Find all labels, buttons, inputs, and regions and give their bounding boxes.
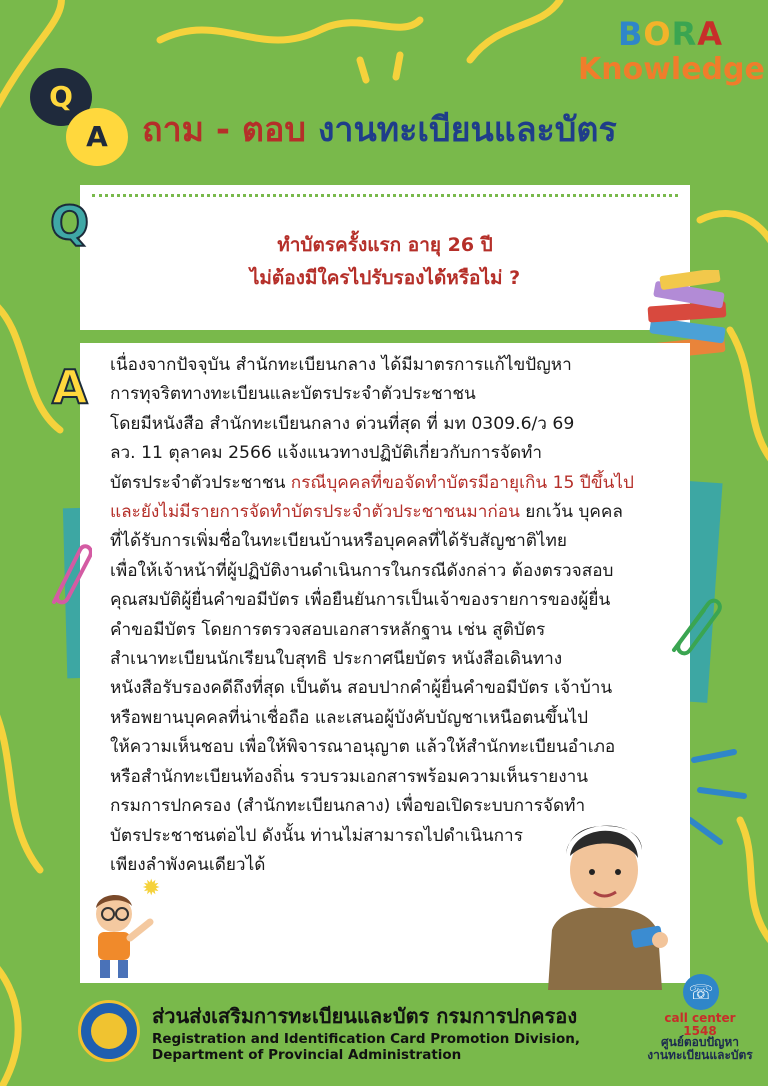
- seal-emblem: [91, 1013, 127, 1049]
- brand-letter: O: [643, 15, 672, 53]
- call-center-desc-2: งานทะเบียนและบัตร: [647, 1048, 753, 1062]
- answer-line: ลว. 11 ตุลาคม 2566 แจ้งแนวทางปฏิบัติเกี่ยวกับการจัดทำ: [110, 443, 543, 464]
- answer-line: ที่ได้รับการเพิ่มชื่อในทะเบียนบ้านหรือบุคคลที่ได้รับสัญชาติไทย: [110, 531, 567, 552]
- brand-letter: A: [697, 15, 723, 53]
- call-center-number: 1548: [683, 1024, 717, 1038]
- question-card: [80, 185, 690, 330]
- footer-org-thai: ส่วนส่งเสริมการทะเบียนและบัตร กรมการปกครอง: [152, 1004, 578, 1028]
- question-text: [80, 229, 690, 295]
- answer-segment: บัตรประจำตัวประชาชน: [110, 472, 291, 493]
- answer-highlight: กรณีบุคคลที่ขอจัดทำบัตรมีอายุเกิน 15 ปีขึ้นไป: [290, 472, 634, 493]
- answer-line: หนังสือรับรองคดีถึงที่สุด เป็นต้น สอบปากคำผู้ยื่นคำขอมีบัตร เจ้าบ้าน: [110, 678, 613, 699]
- answer-line: กรมการปกครอง (สำนักทะเบียนกลาง) เพื่อขอเปิดระบบการจัดทำ: [110, 796, 586, 817]
- answer-line: การทุจริตทางทะเบียนและบัตรประจำตัวประชาชน: [110, 384, 476, 405]
- answer-text: [110, 351, 690, 880]
- brand-knowledge: Knowledge: [578, 52, 765, 87]
- brand-letter: R: [671, 15, 698, 53]
- qa-q-letter: Q: [49, 80, 73, 113]
- brand-letter: B: [618, 15, 644, 53]
- call-center-text: call center: [664, 1011, 736, 1025]
- officer-illustration: [538, 810, 678, 990]
- answer-highlight: และยังไม่มีรายการจัดทำบัตรประจำตัวประชาชนมาก่อน: [110, 502, 520, 523]
- call-center-desc: [630, 1036, 768, 1062]
- paperclip-icon: [664, 590, 724, 660]
- footer-org-en-2: Department of Provincial Administration: [152, 1047, 462, 1063]
- page-title: [142, 108, 617, 152]
- answer-line: เนื่องจากปัจจุบัน สำนักทะเบียนกลาง ได้มีมาตรการแก้ไขปัญหา: [110, 355, 572, 375]
- answer-line: เพียงลำพังคนเดียวได้: [110, 854, 266, 875]
- paperclip-icon: [42, 540, 92, 610]
- call-center-desc-1: ศูนย์ตอบปัญหา: [661, 1035, 739, 1049]
- answer-line: โดยมีหนังสือ สำนักทะเบียนกลาง ด่วนที่สุด ที่ มท 0309.6/ว 69: [110, 413, 575, 434]
- ministry-seal-logo: [78, 1000, 140, 1062]
- answer-label: A: [52, 360, 88, 414]
- qa-a-letter: A: [86, 120, 108, 153]
- answer-line: [110, 498, 690, 527]
- answer-line: คำขอมีบัตร โดยการตรวจสอบเอกสารหลักฐาน เช่น สูติบัตร: [110, 619, 546, 640]
- title-part1: ถาม - ตอบ: [142, 110, 306, 150]
- answer-line: ให้ความเห็นชอบ เพื่อให้พิจารณาอนุญาต แล้วให้สำนักทะเบียนอำเภอ: [110, 737, 616, 758]
- brand-logo-bora: [618, 16, 723, 52]
- answer-line: เพื่อให้เจ้าหน้าที่ผู้ปฏิบัติงานดำเนินการในกรณีดังกล่าว ต้องตรวจสอบ: [110, 560, 614, 581]
- question-line-2: ไม่ต้องมีใครไปรับรองได้หรือไม่ ?: [249, 267, 521, 289]
- answer-line: หรือพยานบุคคลที่น่าเชื่อถือ และเสนอผู้บังคับบัญชาเหนือตนขึ้นไป: [110, 707, 589, 728]
- answer-line: บัตรประชาชนต่อไป ดังนั้น ท่านไม่สามารถไปดำเนินการ: [110, 825, 523, 846]
- footer-org-en-1: Registration and Identification Card Promotion Division,: [152, 1031, 580, 1047]
- lightbulb-icon: ✹: [142, 876, 161, 901]
- answer-line: สำเนาทะเบียนนักเรียนใบสุทธิ ประกาศนียบัตร หนังสือเดินทาง: [110, 649, 563, 670]
- title-part2: งานทะเบียนและบัตร: [317, 110, 617, 150]
- phone-icon: ☏: [683, 974, 719, 1010]
- answer-line: คุณสมบัติผู้ยื่นคำขอมีบัตร เพื่อยืนยันการเป็นเจ้าของรายการของผู้ยื่น: [110, 590, 611, 611]
- kid-illustration: [84, 890, 164, 982]
- question-label: Q: [50, 196, 90, 250]
- dotted-divider: [92, 194, 678, 197]
- answer-line: [110, 469, 690, 498]
- qa-badge-a: [66, 108, 128, 166]
- answer-segment: ยกเว้น บุคคล: [519, 502, 623, 523]
- question-line-1: ทำบัตรครั้งแรก อายุ 26 ปี: [277, 234, 493, 256]
- answer-line: หรือสำนักทะเบียนท้องถิ่น รวบรวมเอกสารพร้อมความเห็นรายงาน: [110, 766, 589, 787]
